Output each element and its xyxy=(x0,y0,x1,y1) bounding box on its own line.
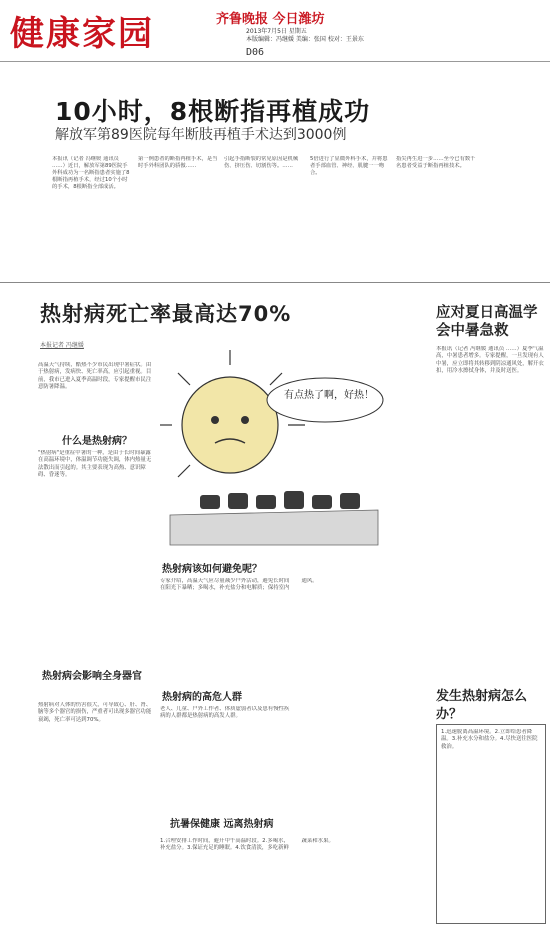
top-column-5: 指尖再生进一步……至今已有数千名患者受益于断指再植技术。 xyxy=(396,156,476,169)
heat-headline: 热射病死亡率最高达70% xyxy=(40,302,292,326)
top-column-4: 5倍进行了显微外科手术，并将患者手部血管、神经、肌腱一一吻合。 xyxy=(310,156,388,176)
right-heading-1: 应对夏日高温学会中暑急救 xyxy=(436,305,538,339)
heat-byline: 本报记者 冯继媛 xyxy=(40,342,84,349)
top-column-2: 第一例患者的断指再植手术，是当时手外科团队的骄傲…… xyxy=(138,156,218,169)
guard-text: 1.合理安排工作时间，避开中午高温时段。2.多喝水，补充盐分。3.保证充足的睡眠。4.饮食清淡，多吃新鲜蔬菜和水果。 xyxy=(160,838,334,852)
beach-ground xyxy=(170,510,378,545)
top-column-3: 引起手指断裂的常见原因是机械伤、挤压伤、切割伤等。…… xyxy=(224,156,299,169)
top-column-1: 本报讯（记者 冯继媛 通讯员 ……）近日，解放军第89医院手外科成功为一名断指患者实施了8根断指再植手术，经过10个小时的手术，8根断指全部成活。 xyxy=(52,156,130,190)
sun-beach-illustration xyxy=(160,345,388,550)
highrisk-text: 老人、儿童、户外工作者、体质虚弱者以及患有慢性疾病的人群都是热射病的高发人群。 xyxy=(160,706,290,720)
sun-icon xyxy=(182,377,278,473)
issue-date: 2013年7月5日 星期五 xyxy=(246,28,307,35)
what-text: "热射病"是重症中暑的一种，是由于长时间暴露在高温环境中，体温调节功能失调，体内热量无法散出而引起的。其主要表现为高热、意识障碍、昏迷等。 xyxy=(38,450,152,479)
right-heading-2: 发生热射病怎么办？ xyxy=(436,689,528,722)
what-heading: 什么是热射病？ xyxy=(62,436,132,447)
newspaper-logo: 齐鲁晚报 今日潍坊 xyxy=(216,12,325,27)
effect-text: 热射病对人体的伤害很大，可导致心、肝、肾、脑等多个器官的损伤，严重者可出现多器官功能衰竭，死亡率可达到70%。 xyxy=(38,702,152,723)
issue-info xyxy=(246,28,364,44)
right-text-1: 本报讯（记者 冯继媛 通讯员 ……）夏季气温高，中暑患者增多。专家提醒，一旦发现有人中暑，应立即将其转移到阴凉通风处，解开衣扣，用冷水擦拭身体，并及时送医。 xyxy=(436,346,544,375)
people-sunbathing-icon xyxy=(200,491,360,509)
avoid-text: 专家介绍，高温天气应尽量减少户外活动，避免长时间在阳光下暴晒；多喝水，补充盐分和电解质；保持室内通风。 xyxy=(160,578,318,592)
right-text-2: 1.迅速脱离高温环境。2.立即给患者降温。3.补充水分和盐分。4.尽快送往医院救治。 xyxy=(441,729,538,750)
tips-box xyxy=(436,724,546,924)
highrisk-heading: 热射病的高危人群 xyxy=(162,692,242,703)
guard-heading: 抗暑保健康 远离热射病 xyxy=(170,819,274,830)
section-divider xyxy=(0,282,550,283)
editor-credits: 本版编辑：冯继媛 美编：张国 校对：王景东 xyxy=(246,36,364,43)
heat-intro: 高温天气持续，酷热不少市民出现中暑症状。由于热射病，发病快、死亡率高，应引起重视。目前，我市已进入夏季高温时段，专家提醒市民注意防暑降温。 xyxy=(38,362,152,391)
effect-heading: 热射病会影响全身器官 xyxy=(42,671,142,682)
top-subhead: 解放军第89医院每年断肢再植手术达到3000例 xyxy=(55,127,347,143)
avoid-heading: 热射病该如何避免呢？ xyxy=(162,564,262,575)
bubble-text: 有点热了啊，好热！ xyxy=(284,390,374,401)
top-headline: 10小时，8根断指再植成功 xyxy=(55,97,371,126)
section-title: 健康家园 xyxy=(10,14,154,54)
page-number: D06 xyxy=(246,47,265,58)
masthead xyxy=(0,0,550,62)
